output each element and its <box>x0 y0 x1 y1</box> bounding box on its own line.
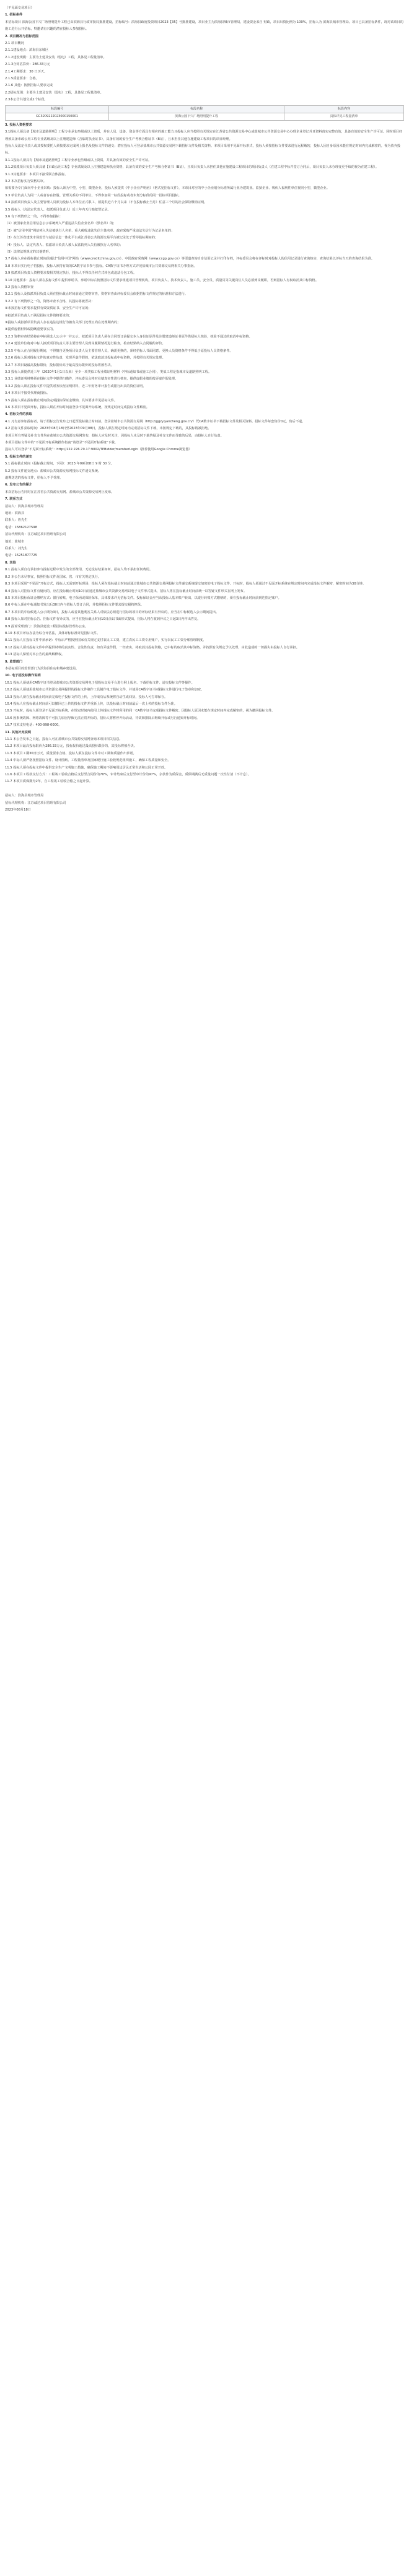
paragraph: 3.5 投标人（含法定代表人、拟派项目负责人）近三年内无行贿犯罪记录。 <box>5 207 111 212</box>
paragraph: 3.3 单位负责人为同一人或者存在控股、管理关系的不同单位，不得参加同一标段投标或者未划分标段的同一招标项目投标。 <box>5 193 182 198</box>
paragraph: 3.5 投标人须在投标截止时间前完成投标保证金缴纳，具体要求详见招标文件。 <box>5 398 118 402</box>
paragraph: 4.1 凡有意参加投标者，请于招标公告发布之日起至投标截止时间前，登录盐城市公共资源交易网（http://ggzy.yancheng.gov.cn/）凭CA数字证书下载招标文件及相关资料。招标文件每套售价0元，售后不退。 <box>5 419 306 424</box>
sign-off-line: 招标代理机构：江苏诚达项目管理有限公司 <box>5 801 66 805</box>
paragraph: 2.2招标范围：主要为土建及安装（弱电）工程，具体见工程量清单。 <box>5 90 103 95</box>
paragraph: 3.1.1投标人须具有【城市及道路照明】工程专业承包叁级或以上资质，并具备有效的安全生产许可证。 <box>5 158 152 162</box>
paragraph: 8.10 本项目评标办法为综合评估法，具体评标标准详见招标文件。 <box>5 631 100 635</box>
paragraph: 10.2 投标人须使用盐城市公共资源交易网提供的投标文件制作工具制作电子投标文件，并使用CA数字证书对投标文件进行电子签章和加密。 <box>5 688 205 692</box>
paragraph: ③投标人或拟派项目负责人存在违法违规行为被有关部门处理且尚在处理期内的； <box>5 321 121 325</box>
paragraph: 地址：滨海县 <box>5 511 25 516</box>
table-row <box>6 113 404 120</box>
paragraph: 本招标项目 滨海公园下穴广场照明提升工程已由滨海县行政审批局批准建设，招标编号：滨海县政府投资项目2023【35】号批准建设，项目业主为滨海县城市管理局，建设资金来自 财政，项目出资比例为 100%，招标人为 滨海县城市管理局。项目已具备招标条件，现对该项目的施工进行公开招标，特邀请有兴趣的潜在投标人参加投标。 <box>5 20 403 32</box>
section-heading: 8. 其他 <box>5 560 16 565</box>
paragraph: 8.4 投标人对招标文件有疑问的，应在投标截止时间10日前通过盐城市公共资源交易网以电子文件形式提出，招标人将在投标截止时间前统一以答疑文件形式在网上发布。 <box>5 589 247 593</box>
paragraph: 4.2 招标文件获取时间：2023年08月18日至2023年09月08日，投标人须在规定时间内完成招标文件下载，未按规定下载的，其投标将被拒绝。 <box>5 427 211 431</box>
paragraph: 10.4 投标人在投标截止时间前可以撤回已上传的投标文件并重新上传，以投标截止时间前最后一次上传的投标文件为准。 <box>5 702 177 706</box>
section-heading: 3. 投标人资格要求 <box>5 123 32 127</box>
paragraph: 3.9 拟派项目负责人资格要求按相关规定执行，投标人不得以任何方式转包或违法分包工程。 <box>5 271 137 276</box>
section-heading: 11. 其他补充说明 <box>5 730 32 734</box>
paragraph: 8.5 本项目投标保证金缴纳方式：银行转账、电子保函或保险保单，具体要求详见招标文件。投标保证金应当从投标人基本账户转出，以银行转账方式缴纳的，须在投标截止时间前到达指定账户。 <box>5 596 281 600</box>
paragraph: 5.2 投标文件递交地点：盐城市公共资源交易网投标文件递交系统。 <box>5 469 102 473</box>
paragraph: 本招标项目的监督部门为滨海县住房和城乡建设局。 <box>5 666 79 671</box>
paragraph: 11.3 本项目工期30日历天，质量要求合格，投标人须在投标文件中对工期和质量作出承诺。 <box>5 751 136 755</box>
paragraph: ①未按招标文件要求提供有效资质证书、安全生产许可证的； <box>5 307 92 311</box>
paragraph: 3.2.4 建设单位将对中标人拟派项目负责人等主要管理人员到岗履职情况进行检查，检查结果纳入合同履约评价。 <box>5 342 165 346</box>
paragraph: 3.3.2 投标人须在投标文件中提供财务状况证明材料，近三年财务审计报告或银行出具的资信证明。 <box>5 384 146 388</box>
paragraph: 11.5 投标人须在投标文件中提供安全生产文明施工措施，确保施工期间不影响周边居民正常生活和公园正常开放。 <box>5 765 168 770</box>
paragraph: 投标人及法定代表人或其授权委托人须按要求完成网上报名及投标文件的递交；潜在投标人可登录盐城市公共资源交易网下载招标文件及相关资料。本项目采用不见面开标形式，投标人须按招标文件要求进行远程解密，投标人因自身原因未能在规定时间内完成解密的，视为放弃投标。 <box>5 144 401 155</box>
paragraph: （3）在江苏省建筑市场监管与诚信信息一体化平台或江苏省公共资源交易平台被记录处于暂停投标期间的； <box>5 236 159 240</box>
paragraph: 3.2.2 有下列情形之一的，资格审查不合格，其投标将被否决： <box>5 299 95 303</box>
paragraph: 3.7 投标人应在投标截止时间前通过“信用中国”网站（www.creditchina.gov.cn）、中国政府采购网（www.ccgp.gov.cn）等渠道查询自身信用记录并打印存档，评标委员会将在评标时对投标人的信用记录进行查询核实，查询结果以评标当天的查询结果为准。 <box>5 257 375 261</box>
paragraph: 8.7 本项目的中标候选人公示期为3日，投标人或者其他利害关系人对依法必须进行招标的项目的评标结果有异议的，应当在中标候选人公示期间提出。 <box>5 610 219 614</box>
table-cell: 滨海公园下穴广场照明提升工程 <box>109 113 284 120</box>
sign-off-line: 2023年08月18日 <box>5 808 31 812</box>
paragraph: 10.3 投标人须在投标截止时间前完成电子投标文件的上传，上传成功后系统将自动生成回执，投标人可打印保存。 <box>5 695 168 699</box>
paragraph: 8.6 中标人须在中标通知书发出后30日内与招标人签订合同，并按照招标文件要求提交履约担保。 <box>5 603 144 607</box>
paragraph: 3.1投标人须具备【城市及道路照明】工程专业承包叁级或以上资质，并在人员、设备、资金等方面具有相应的施工能力且投标人应当按照有关规定在江苏省公共资源交易中心或盐城市公共资源交易中心办理企业登记并且资料真实完整有效，具备有效的安全生产许可证。同时项目经理须具备市政公用工程专业贰级及以上注册建造师（含临时执业证书），具备有效的安全生产考核合格证书（B证），且未担任其他在施建设工程项目的项目经理。 <box>5 130 403 141</box>
paragraph: 2.1.5质量要求：合格。 <box>5 77 39 81</box>
paragraph: 3.6 有下列情形之一的，不得参加投标： <box>5 214 63 219</box>
sign-off-line: 招标人：滨海县城市管理局 <box>5 794 44 798</box>
paragraph: （2）被“信用中国”网站列入失信被执行人名单、重大税收违法失信主体名单、政府采购严重违法失信行为记录名单的； <box>5 228 175 233</box>
paragraph: 联系人：詹先生 <box>5 518 28 523</box>
section-heading: 9. 监督部门 <box>5 659 23 664</box>
paragraph: 3.2.3 资格审查结果将在中标候选人公示中一并公示。拟派项目负责人须在合同签订前提交本人身份证原件及注册建造师证书原件供招标人核验，核验不通过的取消中标资格。 <box>5 334 252 339</box>
paragraph: 5.1 投标截止时间（投标截止时间，下同）：2023 年09月08日 9 时 30 分。 <box>5 462 115 466</box>
paragraph: 3.4 本项目不接受代理商投标。 <box>5 391 50 396</box>
paragraph: 投标人可以登录“不见面开标系统”：http://122.226.70.17:9002/TPBidder/memberLogin（推荐使用Google Chrome浏览器） <box>5 448 192 452</box>
table-header-cell: 标段名称 <box>109 105 284 113</box>
paragraph: 3.2 本次招标实行资格后审。 <box>5 179 46 183</box>
paragraph: 3.2.6 投标人须对投标文件的真实性负责，发现弄虚作假的，依法取消其投标或中标资格，并按照有关规定处理。 <box>5 356 165 360</box>
paragraph: 本次招标公告同时在江苏省公共资源交易网、盐城市公共资源交易网上发布。 <box>5 490 115 494</box>
paragraph: 11.6 本项目工程款支付方式：工程竣工验收合格后支付至合同价的70%，审计结束后支付至审计价的97%，余款作为质保金，质保期满后无质量问题一次性付清（不计息）。 <box>5 773 251 777</box>
paragraph: 8.1 投标人须自行承担参与投标过程中发生的全部费用，无论投标结果如何，招标人均不承担任何费用。 <box>5 568 153 572</box>
paragraph: 8.2 本公告未尽事宜，按照招标文件及国家、省、市有关规定执行。 <box>5 575 102 579</box>
paragraph: 2.1.6 其他：按照招标人要求完成 <box>5 84 53 88</box>
section-heading: 4. 招标文件的获取 <box>5 412 32 417</box>
paragraph: （不见面交易项目） <box>5 6 34 10</box>
paragraph: 3.4 拟派项目负责人及主要管理人员须为投标人本单位正式职工，须提供近六个月以来（不含投标截止当月）任意三个月的社会保险缴纳证明。 <box>5 201 208 205</box>
table-header-row <box>6 105 404 113</box>
paragraph: 3.3 投标人须提供近三年（2020年1月1日以来）至少一项类似工程业绩证明材料（中标通知书或施工合同），类似工程是指城市及道路照明工程。 <box>5 370 212 374</box>
section-table <box>5 105 404 121</box>
section-heading: 5. 投标文件的递交 <box>5 455 32 459</box>
paragraph: ②拟派项目负责人不满足招标文件资格要求的； <box>5 313 73 318</box>
paragraph: 8.3 本项目采用“不见面”开标方式，投标人无需到开标现场，投标人须在投标截止时间前通过盐城市公共资源交易网投标文件递交系统提交加密的电子投标文件。开标时，投标人须通过不见面开标系统在规定时间内完成投标文件解密，解密时间为30分钟。 <box>5 582 366 586</box>
paragraph: 招标人：滨海县城市管理局 <box>5 504 44 508</box>
table-header-cell: 标段内容 <box>284 105 404 113</box>
paragraph: 10.5 开标时，投标人须登录不见面开标系统，在规定时间内使用上传投标文件时所用的同一CA数字证书完成投标文件解密。因投标人原因未能在规定时间内完成解密的，视为撤回投标文件。 <box>5 709 275 713</box>
paragraph: 11.4 中标人须严格按照招标文件、设计图纸、工程量清单及国家现行施工验收规范组织施工，确保工程质量和安全。 <box>5 759 171 763</box>
paragraph: 3.3.1 业绩证明材料须在投标文件中提供扫描件，评标委员会将对业绩真实性进行核查，提供虚假业绩的按弄虚作假处理。 <box>5 377 178 381</box>
paragraph: 电话：15862127598 <box>5 525 37 529</box>
paragraph: （4）投标人、法定代表人、拟派项目负责人被人民法院列入失信被执行人名单的； <box>5 243 123 247</box>
paragraph: （1）被国家企业信用信息公示系统列入严重违法失信企业名单（黑名单）的； <box>5 222 117 226</box>
section-heading: 7. 联系方式 <box>5 497 23 502</box>
paragraph: ④提供虚假材料或隐瞒重要事实的。 <box>5 328 56 332</box>
paragraph: 2.1.3合同估算价：286.33万元 <box>5 63 50 67</box>
paragraph: 2.1.4工期要求：30 日历天。 <box>5 69 48 74</box>
paragraph: 8.8 投标人如对招标公告、招标文件有异议的，应当在投标截止时间10日前以书面形式提出，招标人将在收到异议之日起3日内作出答复。 <box>5 617 201 622</box>
paragraph: 3.2 投标人资格审查 <box>5 285 34 290</box>
paragraph: 本项目招标文件中的“不见面开标系统操作指南”请登录“不见面开标系统”下载。 <box>5 440 118 445</box>
paragraph: 地址：盐城市 <box>5 539 25 544</box>
paragraph: 本项目所有答疑及补充文件均在盐城市公共资源交易网发布，投标人应及时关注，因投标人未及时下载答疑及补充文件而导致的后果，由投标人自行负责。 <box>5 433 224 438</box>
paragraph: 11.2 本项目最高投标限价为286.33万元，投标报价超过最高投标限价的，其投标将被否决。 <box>5 744 137 749</box>
paragraph: 3.6 本项目不见面开标，投标人须在开标时间前登录不见面开标系统，按规定时间完成投标文件解密。 <box>5 405 149 409</box>
paragraph: 10.7 技术支持电话：400-998-0000。 <box>5 723 62 728</box>
paragraph: 联系人：刘先生 <box>5 547 28 551</box>
paragraph: 10.6 因系统故障、网络故障等不可抗力原因导致无法正常开标的，招标人将暂停开标活动，待故障排除后继续开标或另行通知开标时间。 <box>5 716 200 720</box>
paragraph: 8.12 投标人须对投标文件中所提供材料的真实性、合法性负责，如有弄虚作假，一经查实，将取消其投标资格，已中标的取消其中标资格，并按照有关规定予以处理，由此造成的一切损失由投标人自行承担。 <box>5 645 299 650</box>
paragraph: 电话：15251877725 <box>5 554 37 558</box>
paragraph: 2.1 项目概况 <box>5 41 24 46</box>
paragraph: 11.1 本公告发布之日起，投标人可在盐城市公共资源交易网查询本项目相关信息。 <box>5 738 123 742</box>
paragraph: 3.1.2拟派项目负责人须具备【市政公用工程】专业贰级及以上注册建造师执业资格，具备有效的安全生产考核合格证书（B证），且项目负责人未担任其他在施建设工程项目的项目负责人（在建工程中标并签订合同后，项目负责人未办理变更手续的视为在建工程）。 <box>5 165 379 170</box>
paragraph: 3.10 其他要求：投标人须在投标文件中提供承诺书，承诺中标后按照招标文件要求组建项目管理机构，项目负责人、技术负责人、施工员、安全员、质量员等关键岗位人员必须到岗履职，否则招标人有权取消其中标资格。 <box>5 278 319 282</box>
table-header-cell: 标段编号 <box>6 105 109 113</box>
section-heading: 2. 项目概况与招标范围 <box>5 34 39 38</box>
section-heading: 1. 招标条件 <box>5 13 23 17</box>
paragraph: 逾期送达的投标文件，招标人不予受理。 <box>5 476 63 480</box>
paragraph: 8.11 投标人在投标文件中须承诺：中标后严格按照国家有关规定支付农民工工资，建立农民工工资专用账户，实行农民工工资分账管理制度。 <box>5 638 206 643</box>
paragraph: 3.1.3其他要求：本项目不接受联合体投标。 <box>5 172 68 176</box>
paragraph: 2.1.1建设地点：滨海县东城区 <box>5 48 49 53</box>
paragraph: 招标代理机构：江苏诚达项目管理有限公司 <box>5 533 66 537</box>
paragraph: 如需要为专门面向中小企业采购：投标人须为中型、小型、微型企业，投标人须提供《中小企业声明函》（格式见招标文件），本项目对应的中小企业划分标准所属行业为建筑业。监狱企业、残疾人福利性单位视同小型、微型企业。 <box>5 186 330 191</box>
spacer <box>5 786 404 793</box>
paragraph: 3.2.5 中标人在合同履行期间，不得擅自更换项目负责人及主要管理人员，确需更换的，须经招标人书面同意，更换人员资格条件不得低于原投标人员资格条件。 <box>5 349 233 353</box>
section-heading: 6. 发布公告的媒介 <box>5 483 32 487</box>
paragraph: 3.2.1 投标人及拟派项目负责人须在投标截止时间前通过资格审查，资格审查由评标委员会依据招标文件规定的标准和方法进行。 <box>5 292 188 297</box>
table-cell: 具体详见工程量清单 <box>284 113 404 120</box>
paragraph: 3.2.7 本项目设最高投标限价，投标报价高于最高投标限价的投标将被否决。 <box>5 363 114 367</box>
table-cell: GC3209222023000150001 <box>6 113 109 120</box>
announcement-document <box>0 0 409 814</box>
section-heading: 10. 电子招投标操作说明 <box>5 674 41 678</box>
paragraph: 8.9 投诉受理部门：滨海县建设工程招标投标管理办公室。 <box>5 624 89 629</box>
paragraph: 10.1 投标人须使用CA数字证书登录盐城市公共资源交易网电子招投标交易平台进行网上报名、下载招标文件、递交投标文件等操作。 <box>5 681 195 685</box>
paragraph: （5）法律法规规定的其他情形。 <box>5 250 52 254</box>
paragraph: 11.7 本项目质保期为2年，自工程竣工验收合格之日起计算。 <box>5 780 93 784</box>
paragraph: 2.1.2建设规模：主要为土建及安装（弱电）工程，具体见工程量清单。 <box>5 55 107 59</box>
paragraph: 2.3本公告共划分成1个标段。 <box>5 98 48 102</box>
paragraph: 3.8 本项目实行电子招投标，投标人须持有效的CA数字证书参与投标。CA数字证书办理方式详见盐城市公共资源交易网相关办事指南。 <box>5 264 197 268</box>
paragraph: 8.13 招标人保留对本公告的最终解释权。 <box>5 653 65 657</box>
